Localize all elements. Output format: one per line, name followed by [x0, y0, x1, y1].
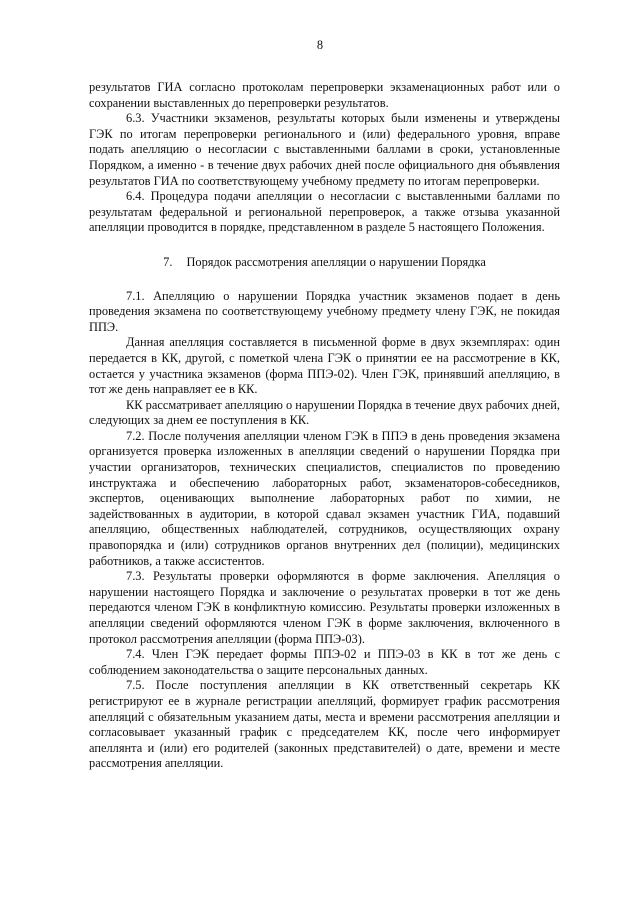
section-number: 7.	[163, 254, 173, 269]
page-number: 8	[316, 38, 324, 52]
paragraph-7-4: 7.4. Член ГЭК передает формы ППЭ-02 и ППЭ-03 в КК в тот же день с соблюдением законодательства о защите персональных данных.	[89, 647, 560, 677]
paragraph-6-4: 6.4. Процедура подачи апелляции о несогласии с выставленными баллами по результатам федеральной и региональной перепроверок, а также отзыва указанной апелляции проводится в порядке, представленном в разделе 5 настоящего Положения.	[89, 189, 560, 235]
paragraph-continuation: результатов ГИА согласно протоколам перепроверки экзаменационных работ или о сохранении выставленных до перепроверки результатов.	[89, 80, 560, 110]
paragraph-7-2: 7.2. После получения апелляции членом ГЭК в ППЭ в день проведения экзамена организуется проверка изложенных в апелляции сведений о нарушении Порядка при участии организаторов, технических специалистов, специалистов по проведению инструктажа и обеспечению лабораторных работ, экзаменаторов-собеседников, экспертов, оценивающих выполнение лабораторных работ по химии, не задействованных в аудитории, в которой сдавал экзамен участник ГИА, подавший апелляцию, общественных наблюдателей, сотрудников, осуществляющих охрану правопорядка и (или) сотрудников органов внутренних дел (полиции), медицинских работников, а также ассистентов.	[89, 428, 560, 568]
paragraph-kk-review: КК рассматривает апелляцию о нарушении Порядка в течение двух рабочих дней, следующих за днем ее поступления в КК.	[89, 397, 561, 428]
body-text-after	[89, 289, 560, 772]
paragraph-7-3: 7.3. Результаты проверки оформляются в форме заключения. Апелляция о нарушении настоящего Порядка и заключение о результатах проверки в тот же день передаются членом ГЭК в конфликтную комиссию. Результаты проверки изложенных в апелляции сведений оформляются членом ГЭК в форме заключения, включенного в протокол рассмотрения апелляции (форма ППЭ-03).	[89, 569, 560, 646]
section-heading	[89, 255, 560, 271]
section-title: Порядок рассмотрения апелляции о нарушении Порядка	[186, 254, 486, 269]
paragraph-appeal-form: Данная апелляция составляется в письменной форме в двух экземплярах: один передается в КК, другой, с пометкой члена ГЭК о принятии ее на рассмотрение в КК, остается у участника экзаменов (форма ППЭ-02). Член ГЭК, принявший апелляцию, в тот же день направляет ее в КК.	[89, 335, 560, 397]
paragraph-7-5: 7.5. После поступления апелляции в КК ответственный секретарь КК регистрируют ее в журнале регистрации апелляций, формирует график рассмотрения апелляций с обязательным указанием даты, места и времени рассмотрения апелляции и согласовывает указанный график с председателем КК, после чего информирует апеллянта и (или) его родителей (законных представителей) о дате, времени и месте рассмотрения апелляции.	[89, 678, 560, 771]
paragraph-7-1: 7.1. Апелляцию о нарушении Порядка участник экзаменов подает в день проведения экзамена по соответствующему учебному предмету члену ГЭК, не покидая ППЭ.	[89, 288, 560, 334]
body-text-before	[89, 80, 560, 236]
paragraph-6-3: 6.3. Участники экзаменов, результаты которых были изменены и утверждены ГЭК по итогам перепроверки регионального и (или) федерального уровня, вправе подать апелляцию о несогласии с выставленными баллами в сроки, установленные Порядком, а именно - в течение двух рабочих дней после официального дня объявления результатов ГИА по соответствующему учебному предмету по итогам перепроверки.	[89, 111, 560, 188]
